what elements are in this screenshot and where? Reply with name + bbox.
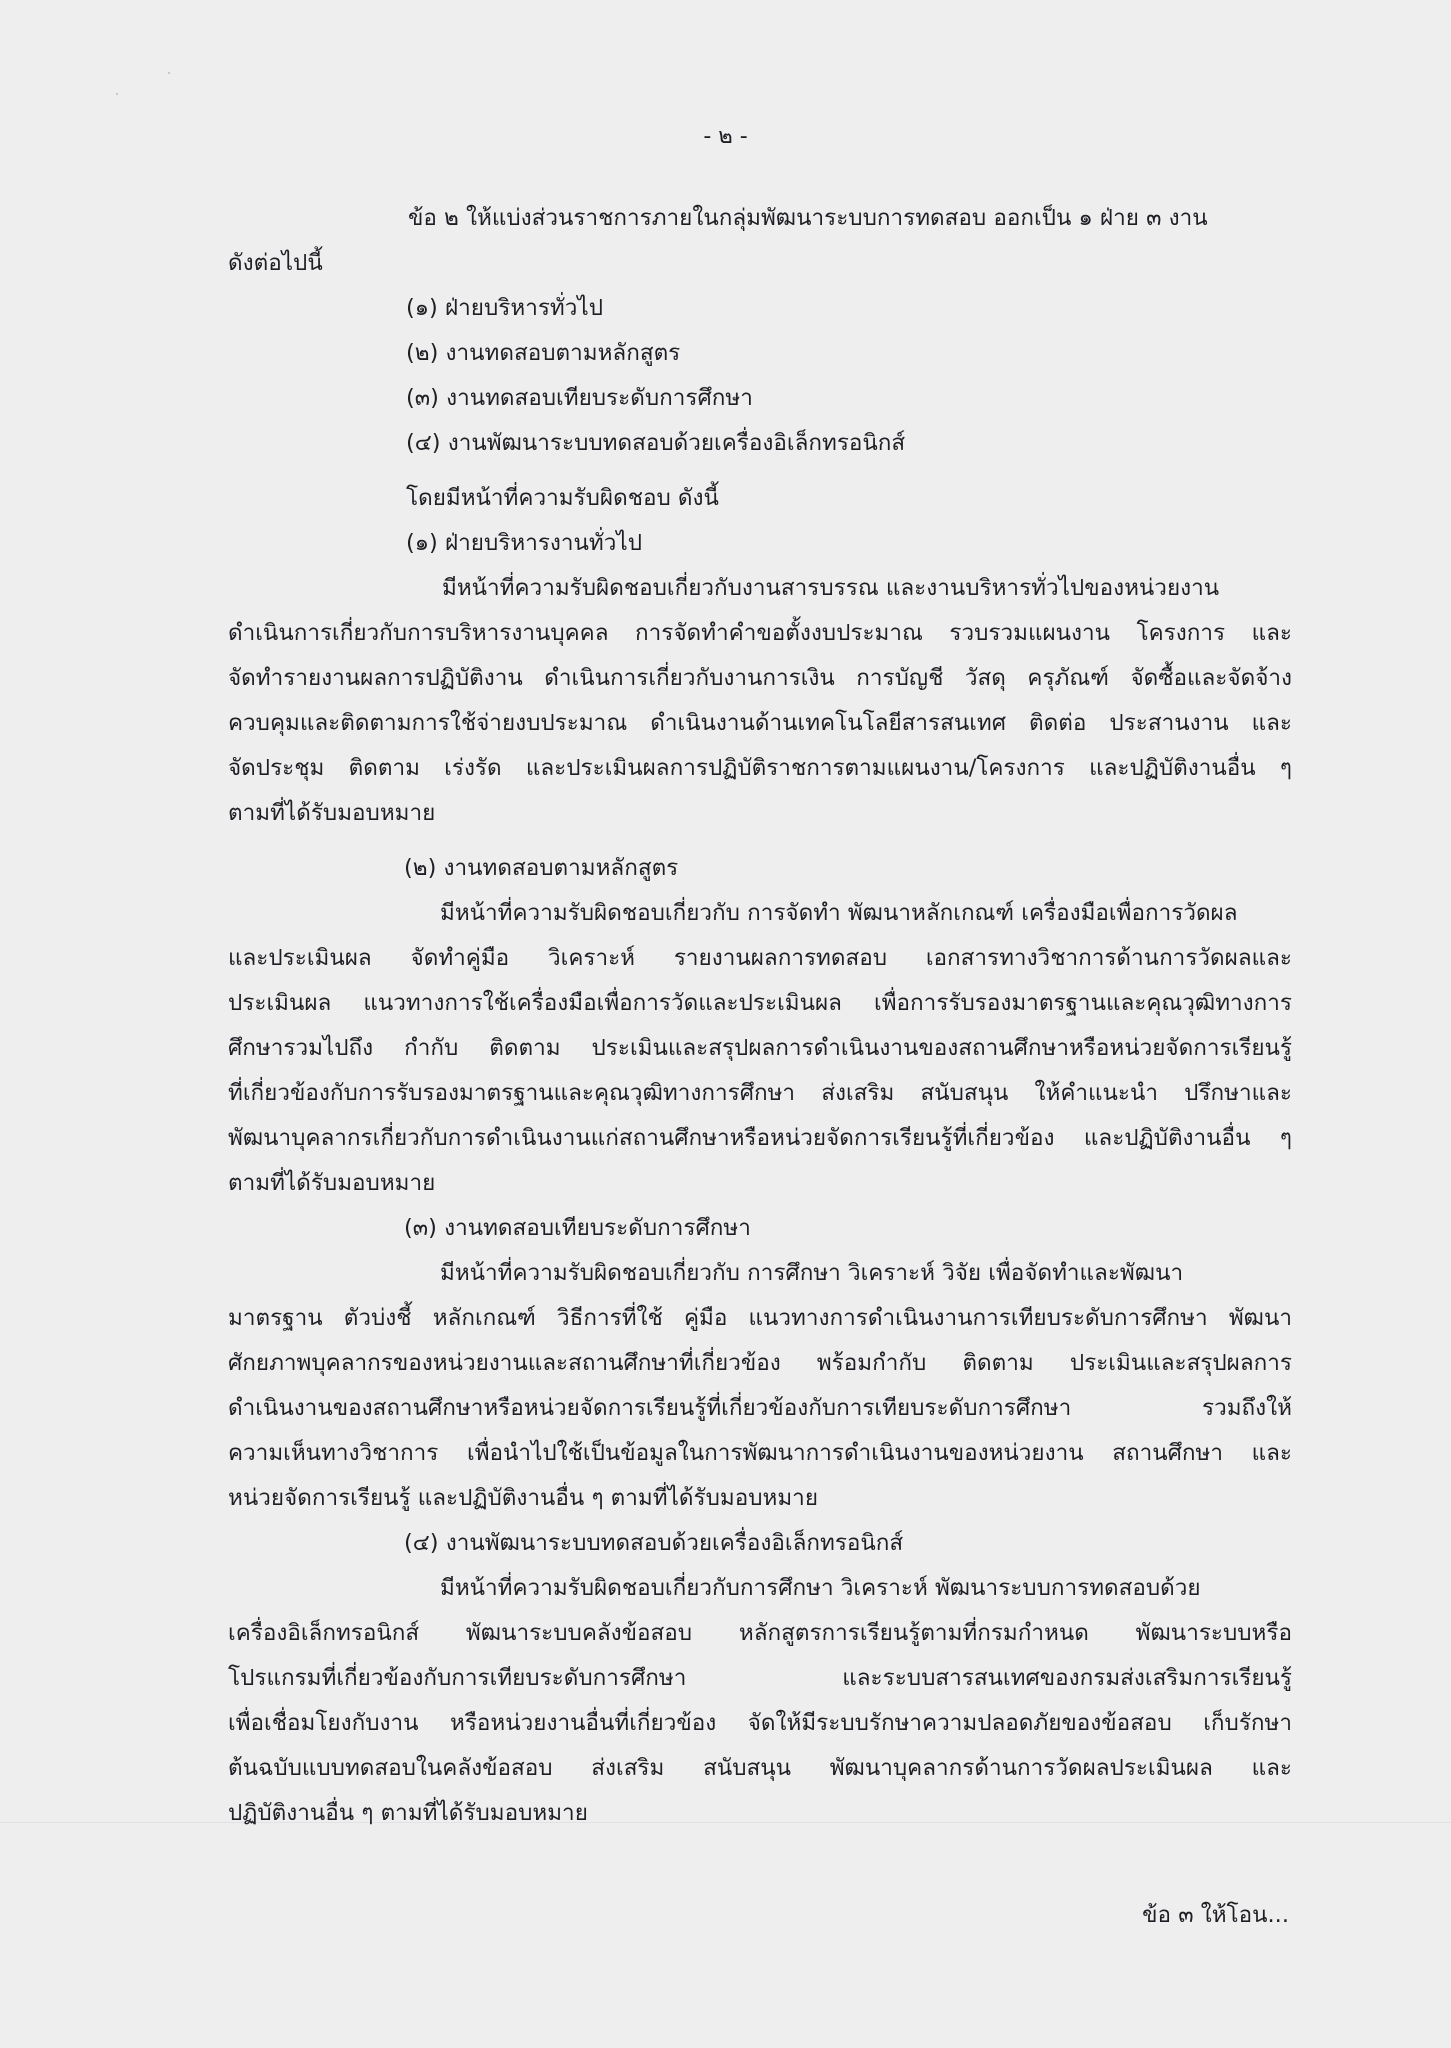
list-item: (๒) งานทดสอบตามหลักสูตร — [406, 340, 681, 366]
section-line: ศักยภาพบุคลากรของหน่วยงานและสถานศึกษาที่เกี่ยวข้อง พร้อมกำกับ ติดตาม ประเมินและสรุปผลการ — [228, 1350, 1292, 1376]
list-item: (๔) งานพัฒนาระบบทดสอบด้วยเครื่องอิเล็กทรอนิกส์ — [406, 430, 906, 456]
section-heading: (๒) งานทดสอบตามหลักสูตร — [404, 855, 679, 881]
section-line: และประเมินผล จัดทำคู่มือ วิเคราะห์ รายงานผลการทดสอบ เอกสารทางวิชาการด้านการวัดผลและ — [228, 945, 1292, 971]
section-line: ความเห็นทางวิชาการ เพื่อนำไปใช้เป็นข้อมูลในการพัฒนาการดำเนินงานของหน่วยงาน สถานศึกษา และ — [228, 1440, 1292, 1466]
clause-2-line-2: ดังต่อไปนี้ — [228, 250, 323, 276]
section-line: ประเมินผล แนวทางการใช้เครื่องมือเพื่อการวัดและประเมินผล เพื่อการรับรองมาตรฐานและคุณวุฒิทางการ — [228, 990, 1292, 1016]
section-line: มีหน้าที่ความรับผิดชอบเกี่ยวกับ การจัดทำ พัฒนาหลักเกณฑ์ เครื่องมือเพื่อการวัดผล — [440, 900, 1238, 926]
section-line: ปฏิบัติงานอื่น ๆ ตามที่ได้รับมอบหมาย — [228, 1800, 588, 1826]
section-heading: (๑) ฝ่ายบริหารงานทั่วไป — [406, 530, 642, 556]
section-line: จัดประชุม ติดตาม เร่งรัด และประเมินผลการปฏิบัติราชการตามแผนงาน/โครงการ และปฏิบัติงานอื่น ๆ — [228, 755, 1292, 781]
section-line: ตามที่ได้รับมอบหมาย — [228, 800, 436, 826]
section-line: หน่วยจัดการเรียนรู้ และปฏิบัติงานอื่น ๆ ตามที่ได้รับมอบหมาย — [228, 1485, 818, 1511]
section-line: ที่เกี่ยวข้องกับการรับรองมาตรฐานและคุณวุฒิทางการศึกษา ส่งเสริม สนับสนุน ให้คำแนะนำ ปรึกษาและ — [228, 1080, 1292, 1106]
scan-speck — [116, 93, 118, 95]
page-number: - ๒ - — [703, 124, 748, 149]
document-body — [228, 196, 1292, 1836]
section-line: โปรแกรมที่เกี่ยวข้องกับการเทียบระดับการศึกษา และระบบสารสนเทศของกรมส่งเสริมการเรียนรู้ — [228, 1665, 1292, 1691]
section-line: จัดทำรายงานผลการปฏิบัติงาน ดำเนินการเกี่ยวกับงานการเงิน การบัญชี วัสดุ ครุภัณฑ์ จัดซื้อและจัดจ้าง — [228, 665, 1292, 691]
section-line: มีหน้าที่ความรับผิดชอบเกี่ยวกับการศึกษา วิเคราะห์ พัฒนาระบบการทดสอบด้วย — [440, 1575, 1201, 1601]
section-line: เพื่อเชื่อมโยงกับงาน หรือหน่วยงานอื่นที่เกี่ยวข้อง จัดให้มีระบบรักษาความปลอดภัยของข้อสอบ เก็บรักษา — [228, 1710, 1292, 1736]
page-footer-continuation: ข้อ ๓ ให้โอน... — [1142, 1902, 1289, 1928]
section-line: ดำเนินการเกี่ยวกับการบริหารงานบุคคล การจัดทำคำขอตั้งงบประมาณ รวบรวมแผนงาน โครงการ และ — [228, 620, 1292, 646]
list-item: (๓) งานทดสอบเทียบระดับการศึกษา — [406, 385, 753, 411]
section-line: มีหน้าที่ความรับผิดชอบเกี่ยวกับ การศึกษา วิเคราะห์ วิจัย เพื่อจัดทำและพัฒนา — [440, 1260, 1184, 1286]
section-line: เครื่องอิเล็กทรอนิกส์ พัฒนาระบบคลังข้อสอบ หลักสูตรการเรียนรู้ตามที่กรมกำหนด พัฒนาระบบหรือ — [228, 1620, 1292, 1646]
section-line: ดำเนินงานของสถานศึกษาหรือหน่วยจัดการเรียนรู้ที่เกี่ยวข้องกับการเทียบระดับการศึกษา รวมถึงให้ — [228, 1395, 1292, 1421]
section-heading: (๓) งานทดสอบเทียบระดับการศึกษา — [404, 1215, 751, 1241]
section-line: ศึกษารวมไปถึง กำกับ ติดตาม ประเมินและสรุปผลการดำเนินงานของสถานศึกษาหรือหน่วยจัดการเรียนรู้ — [228, 1035, 1292, 1061]
list-item: (๑) ฝ่ายบริหารทั่วไป — [406, 295, 603, 321]
section-line: มาตรฐาน ตัวบ่งชี้ หลักเกณฑ์ วิธีการที่ใช้ คู่มือ แนวทางการดำเนินงานการเทียบระดับการศึกษา พัฒนา — [228, 1305, 1292, 1331]
section-line: มีหน้าที่ความรับผิดชอบเกี่ยวกับงานสารบรรณ และงานบริหารทั่วไปของหน่วยงาน — [442, 575, 1220, 601]
section-line: ควบคุมและติดตามการใช้จ่ายงบประมาณ ดำเนินงานด้านเทคโนโลยีสารสนเทศ ติดต่อ ประสานงาน และ — [228, 710, 1292, 736]
clause-2-line-1: ข้อ ๒ ให้แบ่งส่วนราชการภายในกลุ่มพัฒนาระบบการทดสอบ ออกเป็น ๑ ฝ่าย ๓ งาน — [408, 205, 1208, 231]
section-line: ต้นฉบับแบบทดสอบในคลังข้อสอบ ส่งเสริม สนับสนุน พัฒนาบุคลากรด้านการวัดผลประเมินผล และ — [228, 1755, 1292, 1781]
section-heading: (๔) งานพัฒนาระบบทดสอบด้วยเครื่องอิเล็กทรอนิกส์ — [404, 1530, 904, 1556]
section-line: พัฒนาบุคลากรเกี่ยวกับการดำเนินงานแก่สถานศึกษาหรือหน่วยจัดการเรียนรู้ที่เกี่ยวข้อง และปฏิบัติงานอื่น ๆ — [228, 1125, 1292, 1151]
duty-intro: โดยมีหน้าที่ความรับผิดชอบ ดังนี้ — [406, 485, 719, 511]
section-line: ตามที่ได้รับมอบหมาย — [228, 1170, 436, 1196]
scan-speck — [168, 72, 170, 74]
